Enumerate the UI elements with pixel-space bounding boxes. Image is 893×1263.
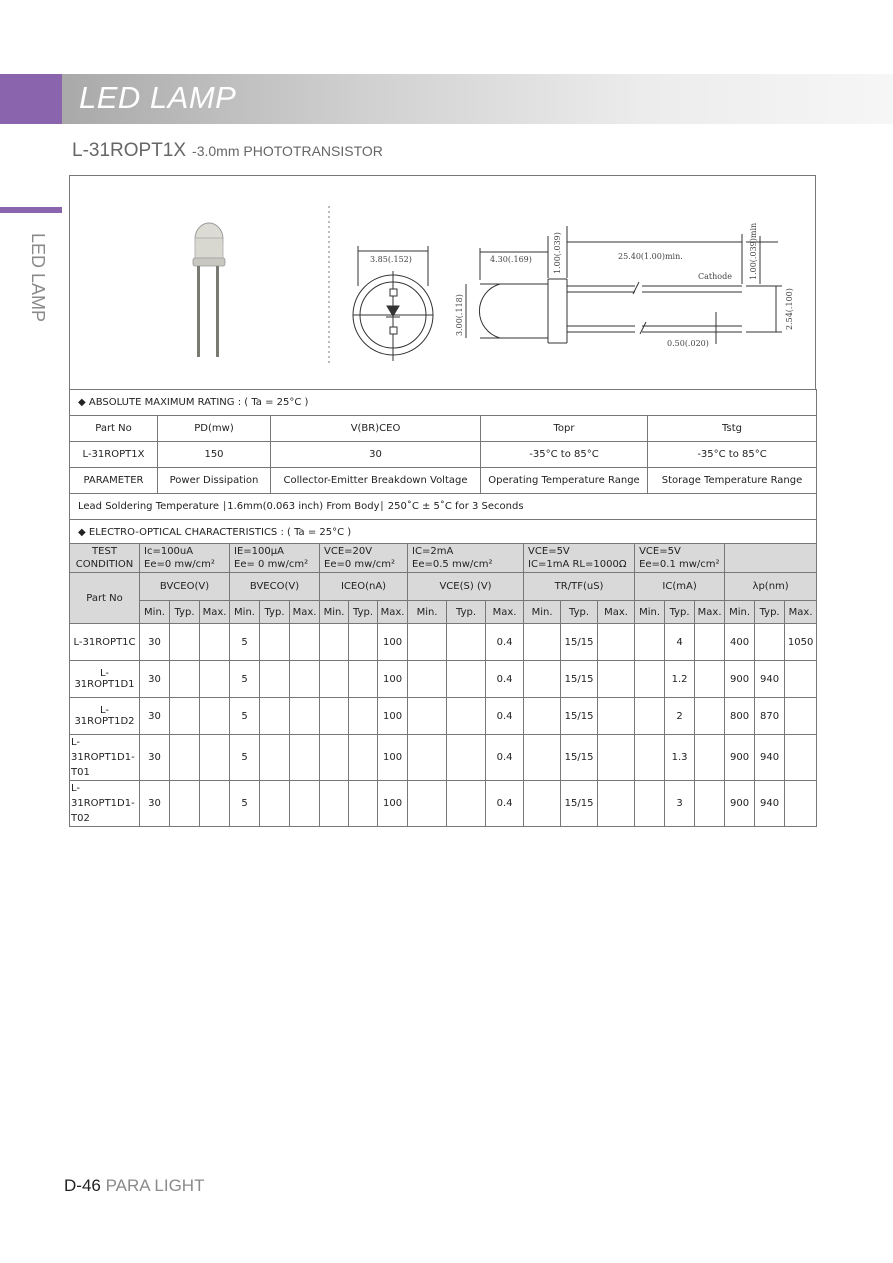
abs-value-cell: -35°C to 85°C [481,442,648,468]
min-header: Min. [408,601,447,624]
dim-height: 3.00(.118) [455,294,464,336]
bvceo-min: 30 [140,661,170,698]
brand-name: PARA LIGHT [105,1176,205,1195]
min-header: Min. [524,601,561,624]
condition-cell: VCE=20V Ee=0 mw/cm² [320,544,408,573]
typ-header: Typ. [561,601,598,624]
abs-max-header-row [70,416,817,442]
trtf-typ: 15/15 [561,661,598,698]
abs-param-cell: PARAMETER [70,468,158,494]
dim-diameter: 3.85(.152) [370,255,412,264]
vce-max: 0.4 [486,624,524,661]
vce-max: 0.4 [486,698,524,735]
lp-min: 900 [725,781,755,827]
part-cell: L-31ROPT1D2 [70,698,140,735]
test-condition-row [70,544,817,573]
param-header: λp(nm) [725,573,817,601]
drawing-panel [69,175,816,389]
condition-cell: VCE=5V IC=1mA RL=1000Ω [524,544,635,573]
bvceo-min: 30 [140,624,170,661]
page-number: D-46 [64,1176,101,1195]
bveco-min: 5 [230,735,260,781]
typ-header: Typ. [349,601,378,624]
typ-header: Typ. [665,601,695,624]
abs-value-cell: -35°C to 85°C [648,442,817,468]
ic-typ: 1.3 [665,735,695,781]
ic-typ: 1.2 [665,661,695,698]
vce-max: 0.4 [486,781,524,827]
electro-optical-table [69,543,817,827]
max-header: Max. [200,601,230,624]
lp-typ: 870 [755,698,785,735]
product-description: -3.0mm PHOTOTRANSISTOR [192,143,383,159]
abs-param-cell: Storage Temperature Range [648,468,817,494]
max-header: Max. [695,601,725,624]
max-header: Max. [785,601,817,624]
led-photo [193,223,225,357]
condition-cell: VCE=5V Ee=0.1 mw/cm² [635,544,725,573]
param-header: VCE(S) (V) [408,573,524,601]
max-header: Max. [598,601,635,624]
abs-header-cell: Part No [70,416,158,442]
min-header: Min. [230,601,260,624]
condition-cell: IC=2mA Ee=0.5 mw/cm² [408,544,524,573]
ic-typ: 3 [665,781,695,827]
vce-max: 0.4 [486,735,524,781]
lp-typ: 940 [755,781,785,827]
table-row [70,781,817,827]
lp-max: 1050 [785,624,817,661]
header-accent-block [0,74,62,124]
min-header: Min. [140,601,170,624]
lp-min: 800 [725,698,755,735]
side-view-drawing [466,226,782,344]
trtf-typ: 15/15 [561,735,598,781]
absolute-max-table [69,389,817,546]
lp-typ [755,624,785,661]
abs-header-cell: V(BR)CEO [271,416,481,442]
iceo-max: 100 [378,698,408,735]
param-header: IC(mA) [635,573,725,601]
bvceo-min: 30 [140,735,170,781]
dim-lead-width: 0.50(.020) [667,339,709,348]
dim-lead-length: 25.40(1.00)min. [618,252,683,261]
page-footer [64,1176,204,1196]
bvceo-min: 30 [140,698,170,735]
condition-cell-empty [725,544,817,573]
bvceo-min: 30 [140,781,170,827]
page-title: LED LAMP [79,80,237,115]
lp-min: 900 [725,661,755,698]
abs-header-cell: Tstg [648,416,817,442]
bveco-min: 5 [230,781,260,827]
param-header: ICEO(nA) [320,573,408,601]
trtf-typ: 15/15 [561,781,598,827]
min-header: Min. [725,601,755,624]
table-row [70,624,817,661]
abs-max-param-row [70,468,817,494]
lp-min: 900 [725,735,755,781]
abs-param-cell: Collector-Emitter Breakdown Voltage [271,468,481,494]
bveco-min: 5 [230,624,260,661]
table-row [70,661,817,698]
typ-header: Typ. [755,601,785,624]
param-header: BVCEO(V) [140,573,230,601]
abs-value-cell: 30 [271,442,481,468]
part-cell: L-31ROPT1D1- T01 [70,735,140,781]
abs-max-value-row [70,442,817,468]
iceo-max: 100 [378,735,408,781]
typ-header: Typ. [170,601,200,624]
min-header: Min. [635,601,665,624]
bveco-min: 5 [230,698,260,735]
param-header: BVECO(V) [230,573,320,601]
lp-min: 400 [725,624,755,661]
abs-header-cell: Topr [481,416,648,442]
solder-note: Lead Soldering Temperature ∣1.6mm(0.063 inch) From Body∣ 250˚C ± 5˚C for 3 Seconds [70,494,817,520]
product-part-no: L-31ROPT1X [72,140,187,161]
dim-cathode: Cathode [698,272,732,281]
typ-header: Typ. [260,601,290,624]
part-cell: L-31ROPT1D1 [70,661,140,698]
abs-param-cell: Operating Temperature Range [481,468,648,494]
max-header: Max. [378,601,408,624]
lp-typ: 940 [755,661,785,698]
lp-max [785,781,817,827]
bveco-min: 5 [230,661,260,698]
dim-body: 4.30(.169) [490,255,532,264]
iceo-max: 100 [378,624,408,661]
side-accent-bar [0,207,62,213]
iceo-max: 100 [378,661,408,698]
product-subtitle [72,140,383,162]
part-cell: L-31ROPT1D1- T02 [70,781,140,827]
lp-max [785,698,817,735]
dim-lead-thickness: 1.00(.039)min [749,222,758,280]
max-header: Max. [290,601,320,624]
parameter-row [70,573,817,601]
abs-value-cell: 150 [158,442,271,468]
table-row [70,735,817,781]
ic-typ: 4 [665,624,695,661]
side-label: LED LAMP [28,233,48,323]
part-no-header: Part No [70,573,140,624]
abs-max-heading: ◆ ABSOLUTE MAXIMUM RATING : ( Ta = 25°C ) [70,390,817,416]
electro-heading: ◆ ELECTRO-OPTICAL CHARACTERISTICS : ( Ta = 25°C ) [70,520,817,546]
vce-max: 0.4 [486,661,524,698]
condition-cell: IE=100μA Ee= 0 mw/cm² [230,544,320,573]
test-condition-label: TEST CONDITION [70,544,140,573]
max-header: Max. [486,601,524,624]
table-row [70,698,817,735]
iceo-max: 100 [378,781,408,827]
package-drawing [70,176,817,390]
abs-param-cell: Power Dissipation [158,468,271,494]
typ-header: Typ. [447,601,486,624]
trtf-typ: 15/15 [561,624,598,661]
trtf-typ: 15/15 [561,698,598,735]
abs-value-cell: L-31ROPT1X [70,442,158,468]
lp-typ: 940 [755,735,785,781]
dim-flange: 1.00(.039) [553,232,562,274]
abs-header-cell: PD(mw) [158,416,271,442]
param-header: TR/TF(uS) [524,573,635,601]
dim-pitch: 2.54(.100) [785,288,794,330]
ic-typ: 2 [665,698,695,735]
min-header: Min. [320,601,349,624]
lp-max [785,735,817,781]
part-cell: L-31ROPT1C [70,624,140,661]
min-typ-max-row [70,601,817,624]
condition-cell: Ic=100uA Ee=0 mw/cm² [140,544,230,573]
lp-max [785,661,817,698]
